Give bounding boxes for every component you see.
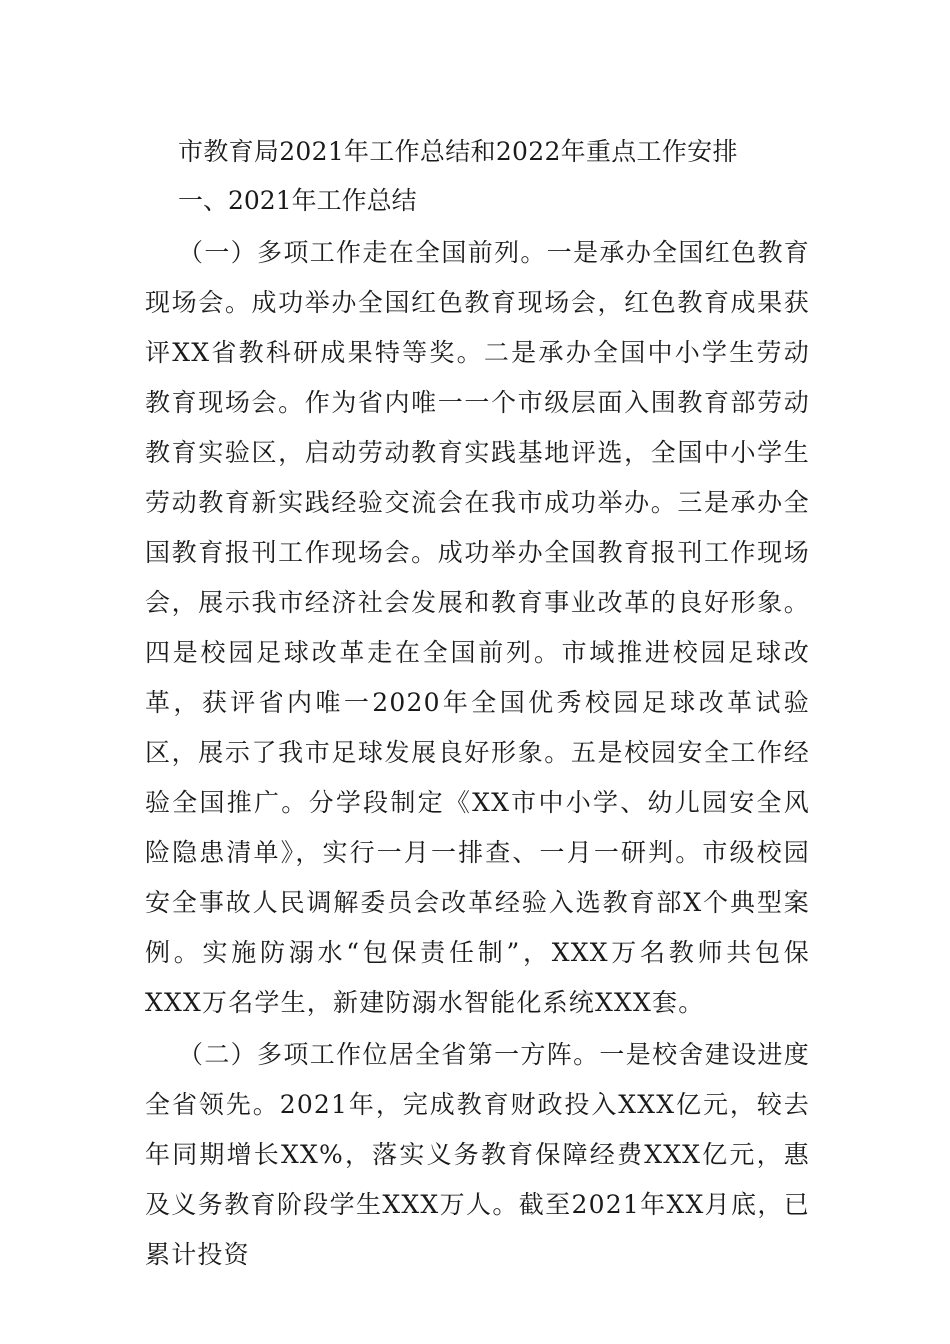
document-title: 市教育局2021年工作总结和2022年重点工作安排	[178, 137, 738, 166]
paragraph-2: （二）多项工作位居全省第一方阵。一是校舍建设进度全省领先。2021年，完成教育财政投入XXX亿元，较去年同期增长XX%，落实义务教育保障经费XXX亿元，惠及义务教育阶段学生XXX万人。截至2021年XX月底，已累计投资	[145, 1040, 810, 1269]
document-body	[145, 128, 810, 1280]
paragraph-1: （一）多项工作走在全国前列。一是承办全国红色教育现场会。成功举办全国红色教育现场会，红色教育成果获评XX省教科研成果特等奖。二是承办全国中小学生劳动教育现场会。作为省内唯一一个市级层面入围教育部劳动教育实验区，启动劳动教育实践基地评选，全国中小学生劳动教育新实践经验交流会在我市成功举办。三是承办全国教育报刊工作现场会。成功举办全国教育报刊工作现场会，展示我市经济社会发展和教育事业改革的良好形象。四是校园足球改革走在全国前列。市域推进校园足球改革，获评省内唯一2020年全国优秀校园足球改革试验区，展示了我市足球发展良好形象。五是校园安全工作经验全国推广。分学段制定《XX市中小学、幼儿园安全风险隐患清单》，实行一月一排查、一月一研判。市级校园安全事故人民调解委员会改革经验入选教育部X个典型案例。实施防溺水“包保责任制”，XXX万名教师共包保XXX万名学生，新建防溺水智能化系统XXX套。	[145, 238, 810, 1017]
section-heading: 一、2021年工作总结	[178, 186, 417, 215]
